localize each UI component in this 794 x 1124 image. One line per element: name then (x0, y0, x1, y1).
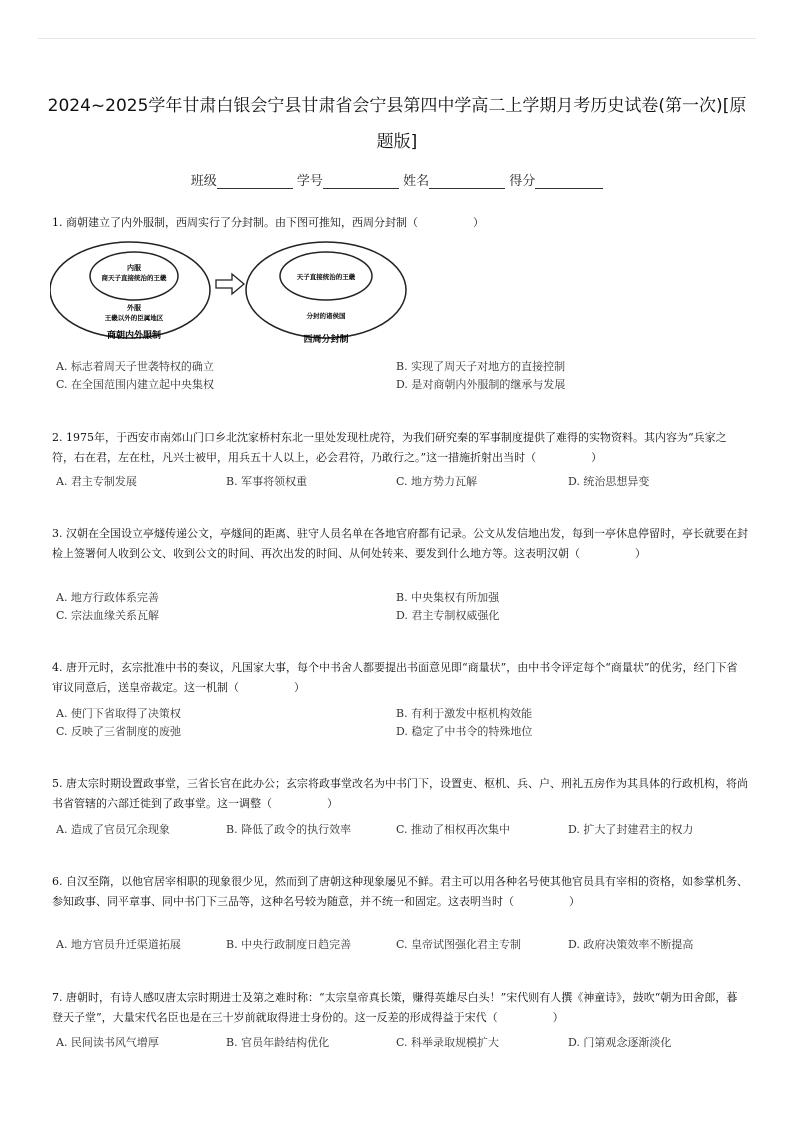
question-2-stem: 2. 1975年，于西安市南郊山门口乡北沈家桥村东北一里处发现杜虎符，为我们研究秦的军事制度提供了难得的实物资料。其内容为“兵家之符，右在君，左在杜，凡兴士被甲，用兵五十人以上，必会君符，乃敢行之。”这一措施折射出当时（ ） (52, 431, 727, 464)
right-caption: 西周分封制 (303, 335, 349, 345)
q5-option-b[interactable]: B. 降低了政令的执行效率 (226, 823, 352, 836)
score-field[interactable] (535, 176, 603, 189)
left-inner-text: 商天子直接统治的王畿 (101, 274, 167, 282)
q2-option-a[interactable]: A. 君主专制发展 (56, 475, 137, 488)
q3-option-d[interactable]: D. 君主专制权威强化 (396, 609, 500, 622)
q5-option-a[interactable]: A. 造成了官员冗余现象 (56, 823, 170, 836)
q2-option-c[interactable]: C. 地方势力瓦解 (396, 475, 478, 488)
q1-option-c[interactable]: C. 在全国范围内建立起中央集权 (56, 378, 215, 391)
q2-option-b[interactable]: B. 军事将领权重 (226, 475, 308, 488)
q7-option-c[interactable]: C. 科举录取规模扩大 (396, 1036, 500, 1049)
q4-option-b[interactable]: B. 有利于激发中枢机构效能 (396, 707, 533, 720)
q3-option-a[interactable]: A. 地方行政体系完善 (56, 591, 159, 604)
q4-option-a[interactable]: A. 使门下省取得了决策权 (56, 707, 181, 720)
class-field[interactable] (217, 176, 293, 189)
name-field[interactable] (429, 176, 505, 189)
name-label: 姓名 (403, 174, 430, 189)
right-diagram (246, 242, 406, 345)
q6-option-a[interactable]: A. 地方官员升迁渠道拓展 (56, 938, 181, 951)
question-6-stem: 6. 自汉至隋，以他官居宰相职的现象很少见，然而到了唐朝这种现象屡见不鲜。君主可以用各种名号使其他官员具有宰相的资格，如参掌机务、参知政事、同平章事、同中书门下三品等，这种名号较为随意，并不统一和固定。这表明当时（ ） (52, 875, 748, 908)
q3-option-c[interactable]: C. 宗法血缘关系瓦解 (56, 609, 160, 622)
q6-option-b[interactable]: B. 中央行政制度日趋完善 (226, 938, 352, 951)
q5-option-c[interactable]: C. 推动了相权再次集中 (396, 823, 511, 836)
left-outer-ellipse (50, 242, 210, 338)
q4-option-c[interactable]: C. 反映了三省制度的废弛 (56, 725, 182, 738)
q7-option-d[interactable]: D. 门第观念逐渐淡化 (568, 1036, 672, 1049)
student-info-row (0, 170, 794, 189)
question-7-stem: 7. 唐朝时，有诗人感叹唐太宗时期进士及第之难时称：“太宗皇帝真长策，赚得英雄尽白头！”宋代则有人撰《神童诗》，鼓吹“朝为田舍郎，暮登天子堂”，大量宋代名臣也是在三十岁前就取得进士身份的。这一反差的形成得益于宋代（ ） (52, 991, 738, 1024)
right-outer-ellipse (246, 242, 406, 338)
page-title: 2024~2025学年甘肃白银会宁县甘肃省会宁县第四中学高二上学期月考历史试卷(第一次)[原题版] (47, 96, 747, 152)
left-inner-title: 内服 (127, 264, 141, 272)
left-diagram (50, 242, 210, 341)
q5-option-d[interactable]: D. 扩大了封建君主的权力 (568, 823, 694, 836)
left-caption: 商朝内外服制 (106, 331, 162, 341)
q7-option-a[interactable]: A. 民间读书风气增厚 (56, 1036, 159, 1049)
q1-figure (50, 238, 420, 358)
score-label: 得分 (509, 174, 536, 189)
q4-option-d[interactable]: D. 稳定了中书令的特殊地位 (396, 725, 533, 738)
top-divider (38, 38, 756, 39)
q2-option-d[interactable]: D. 统治思想异变 (568, 475, 650, 488)
id-field[interactable] (323, 176, 399, 189)
q6-option-c[interactable]: C. 皇帝试图强化君主专制 (396, 938, 522, 951)
question-3-stem: 3. 汉朝在全国设立亭燧传递公文，亭燧间的距离、驻守人员名单在各地官府都有记录。公文从发信地出发，每到一亭休息停留时，亭长就要在封检上签署何人收到公文、收到公文的时间、再次出发的时间、从何处转来、要发到什么地方等。这表明汉朝（ ） (52, 527, 748, 560)
q3-option-b[interactable]: B. 中央集权有所加强 (396, 591, 500, 604)
right-outer-text: 分封的诸侯国 (306, 312, 346, 320)
left-outer-text: 王畿以外的臣属地区 (104, 314, 164, 322)
arrow-icon (216, 274, 244, 294)
left-outer-title: 外服 (127, 304, 141, 312)
question-1-stem: 1. 商朝建立了内外服制，西周实行了分封制。由下图可推知，西周分封制（ ） (52, 216, 484, 229)
question-4-stem: 4. 唐开元时，玄宗批准中书的奏议，凡国家大事，每个中书舍人都要提出书面意见即“商量状”，由中书令评定每个“商量状”的优劣，经门下省审议同意后，送皇帝裁定。这一机制（ ） (52, 661, 738, 694)
class-label: 班级 (190, 174, 217, 189)
q6-option-d[interactable]: D. 政府决策效率不断提高 (568, 938, 694, 951)
q1-option-a[interactable]: A. 标志着周天子世袭特权的确立 (56, 360, 214, 373)
q1-option-d[interactable]: D. 是对商朝内外服制的继承与发展 (396, 378, 566, 391)
question-5-stem: 5. 唐太宗时期设置政事堂，三省长官在此办公；玄宗将政事堂改名为中书门下，设置吏、枢机、兵、户、刑礼五房作为其具体的行政机构，将尚书省管辖的六部迁徙到了政事堂。这一调整（ ） (52, 777, 748, 810)
right-inner-text: 天子直接统治的王畿 (296, 273, 356, 281)
id-label: 学号 (296, 174, 323, 189)
q7-option-b[interactable]: B. 官员年龄结构优化 (226, 1036, 330, 1049)
q1-option-b[interactable]: B. 实现了周天子对地方的直接控制 (396, 360, 566, 373)
